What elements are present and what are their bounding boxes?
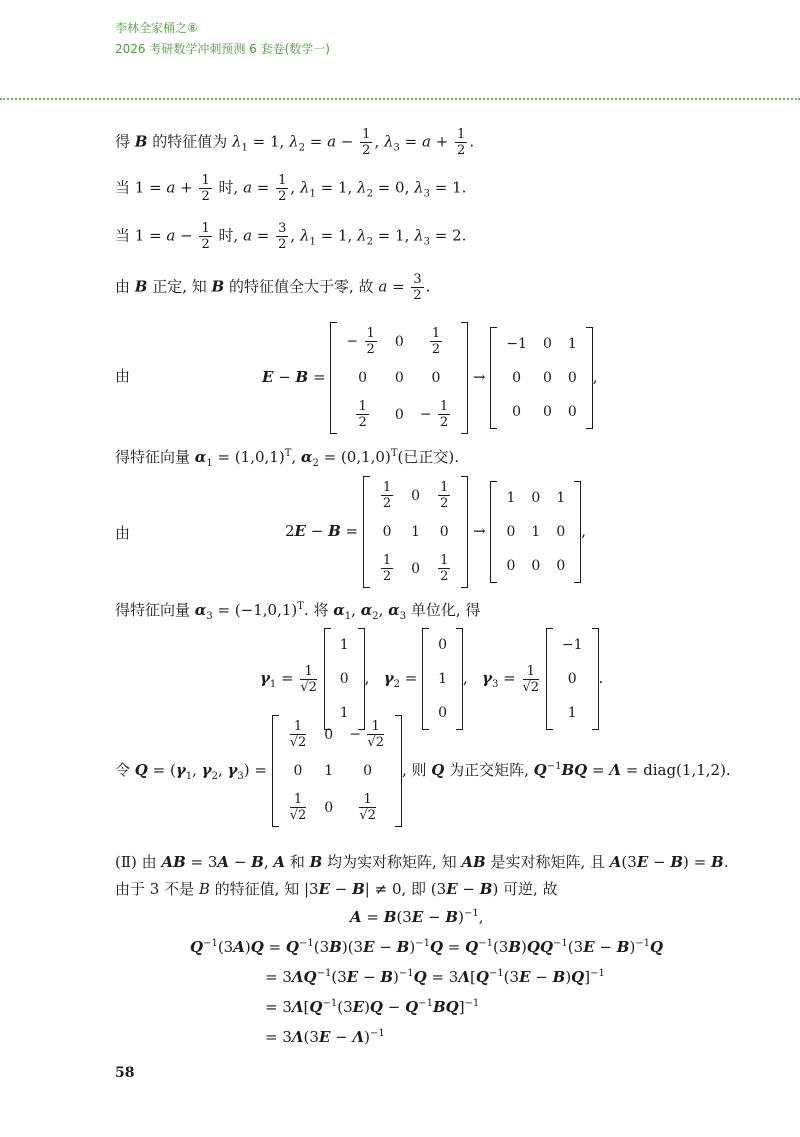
two-e-minus-b-reduced-matrix: 1 0 1 0 1 0 0 0 0 [490,481,581,583]
header-divider [0,98,800,100]
series-title: 李林全家桶之⑧ [115,21,198,35]
book-title: 2026 考研数学冲刺预测 6 套卷(数学一) [115,42,330,56]
page-header [115,20,330,58]
positive-definite-line: 由 B 正定, 知 B 的特征值全大于零, 故 a = $\frac{3}{2}$ . [115,272,431,303]
gamma-one-vector: 1 0 1 [324,628,365,730]
gamma-two-vector: 0 1 0 [422,628,463,730]
case-one-line: 当 1 = a + $\frac{1}{2}$ 时, a = $\frac{1}{2}$ , $\lambda_1 = 1$, $\lambda_2 = 0$, $\lambda_3 = 1$. [115,173,467,204]
e-minus-b-equation: E − B = − $\frac{1}{2}$ 0 $\frac{1}{2}$ 0 0 0 $\frac{1}{2}$ 0 − $\frac{1}{2}$ → −1 0 1 0 0 0 0 0 0 , [262,322,598,434]
gamma-three-vector: −1 0 1 [546,628,599,730]
derivation-step-2: = $3\Lambda Q^{-1}(3E - B)^{-1}Q = 3\Lambda[Q^{-1}(3E - B)Q]^{-1}$ [265,968,605,986]
you-label-1: 由 [115,367,131,385]
derivation-step-1: $Q^{-1}(3A)Q = Q^{-1}(3B)(3E - B)^{-1}Q = Q^{-1}(3B)QQ^{-1}(3E - B)^{-1}Q$ [190,938,664,956]
you-label-2: 由 [115,524,131,542]
derivation-step-3: = $3\Lambda[Q^{-1}(3E)Q - Q^{-1}BQ]^{-1}$ [265,998,480,1016]
two-e-minus-b-matrix: $\frac{1}{2}$ 0 $\frac{1}{2}$ 0 1 0 $\frac{1}{2}$ 0 $\frac{1}{2}$ [363,476,468,588]
e-minus-b-matrix: − $\frac{1}{2}$ 0 $\frac{1}{2}$ 0 0 0 $\frac{1}{2}$ 0 − $\frac{1}{2}$ [330,322,468,434]
q-matrix: $\frac{1}{√2}$ 0 − $\frac{1}{√2}$ 0 1 0 $\frac{1}{√2}$ 0 $\frac{1}{√2}$ [272,715,402,827]
case-two-line: 当 1 = a − $\frac{1}{2}$ 时, a = $\frac{3}{2}$ , $\lambda_1 = 1$, $\lambda_2 = 1$, $\lambda_3 = 2$. [115,221,467,252]
invertible-line: 由于 3 不是 B 的特征值, 知 |3E − B| ≠ 0, 即 (3E − B) 可逆, 故 [115,880,558,898]
two-e-minus-b-equation: 2E − B = $\frac{1}{2}$ 0 $\frac{1}{2}$ 0 1 0 $\frac{1}{2}$ 0 $\frac{1}{2}$ → 1 0 1 0 1 0 0 0 0 , [285,476,586,588]
eigenvectors-line-2: 得特征向量 $\alpha_3 = (-1,0,1)^T$. 将 $\alpha_1$, $\alpha_2$, $\alpha_3$ 单位化, 得 [115,601,481,622]
page-number: 58 [115,1065,135,1081]
eigenvalues-line: 得 B 的特征值为 $\lambda_1 = 1$, $\lambda_2 = a$ − $\frac{1}{2}$ , $\lambda_3 = a$ + $\frac{1}{2}$ . [115,127,475,158]
derivation-step-4: = $3\Lambda(3E - \Lambda)^{-1}$ [265,1028,385,1046]
eigenvectors-line-1: 得特征向量 $\alpha_1 = (1,0,1)^T$, $\alpha_2 = (0,1,0)^T$(已正交). [115,448,459,469]
q-definition-line: 令 $Q = (\gamma_1$, $\gamma_2$, $\gamma_3$) = $\frac{1}{√2}$ 0 − $\frac{1}{√2}$ 0 1 0 $\frac{1}{√2}$ 0 $\frac{1}{√2}$ , 则 Q 为正交矩阵, $Q^{-1}BQ = \Lambda$ = diag(1,1,2). [115,715,731,827]
part-two-line: (Ⅱ) 由 AB = 3A − B, A 和 B 均为实对称矩阵, 知 AB 是实对称矩阵, 且 A(3E − B) = B. [115,853,729,871]
a-equation: $A = B(3E - B)^{-1}$, [350,908,484,926]
gamma-vectors: $\gamma_1$ = $\frac{1}{√2}$ 1 0 1 , $\gamma_2$ = 0 1 0 , $\gamma_3$ = $\frac{1}{√2}$ −1 0 1 . [260,628,603,730]
e-minus-b-reduced-matrix: −1 0 1 0 0 0 0 0 0 [490,327,592,429]
